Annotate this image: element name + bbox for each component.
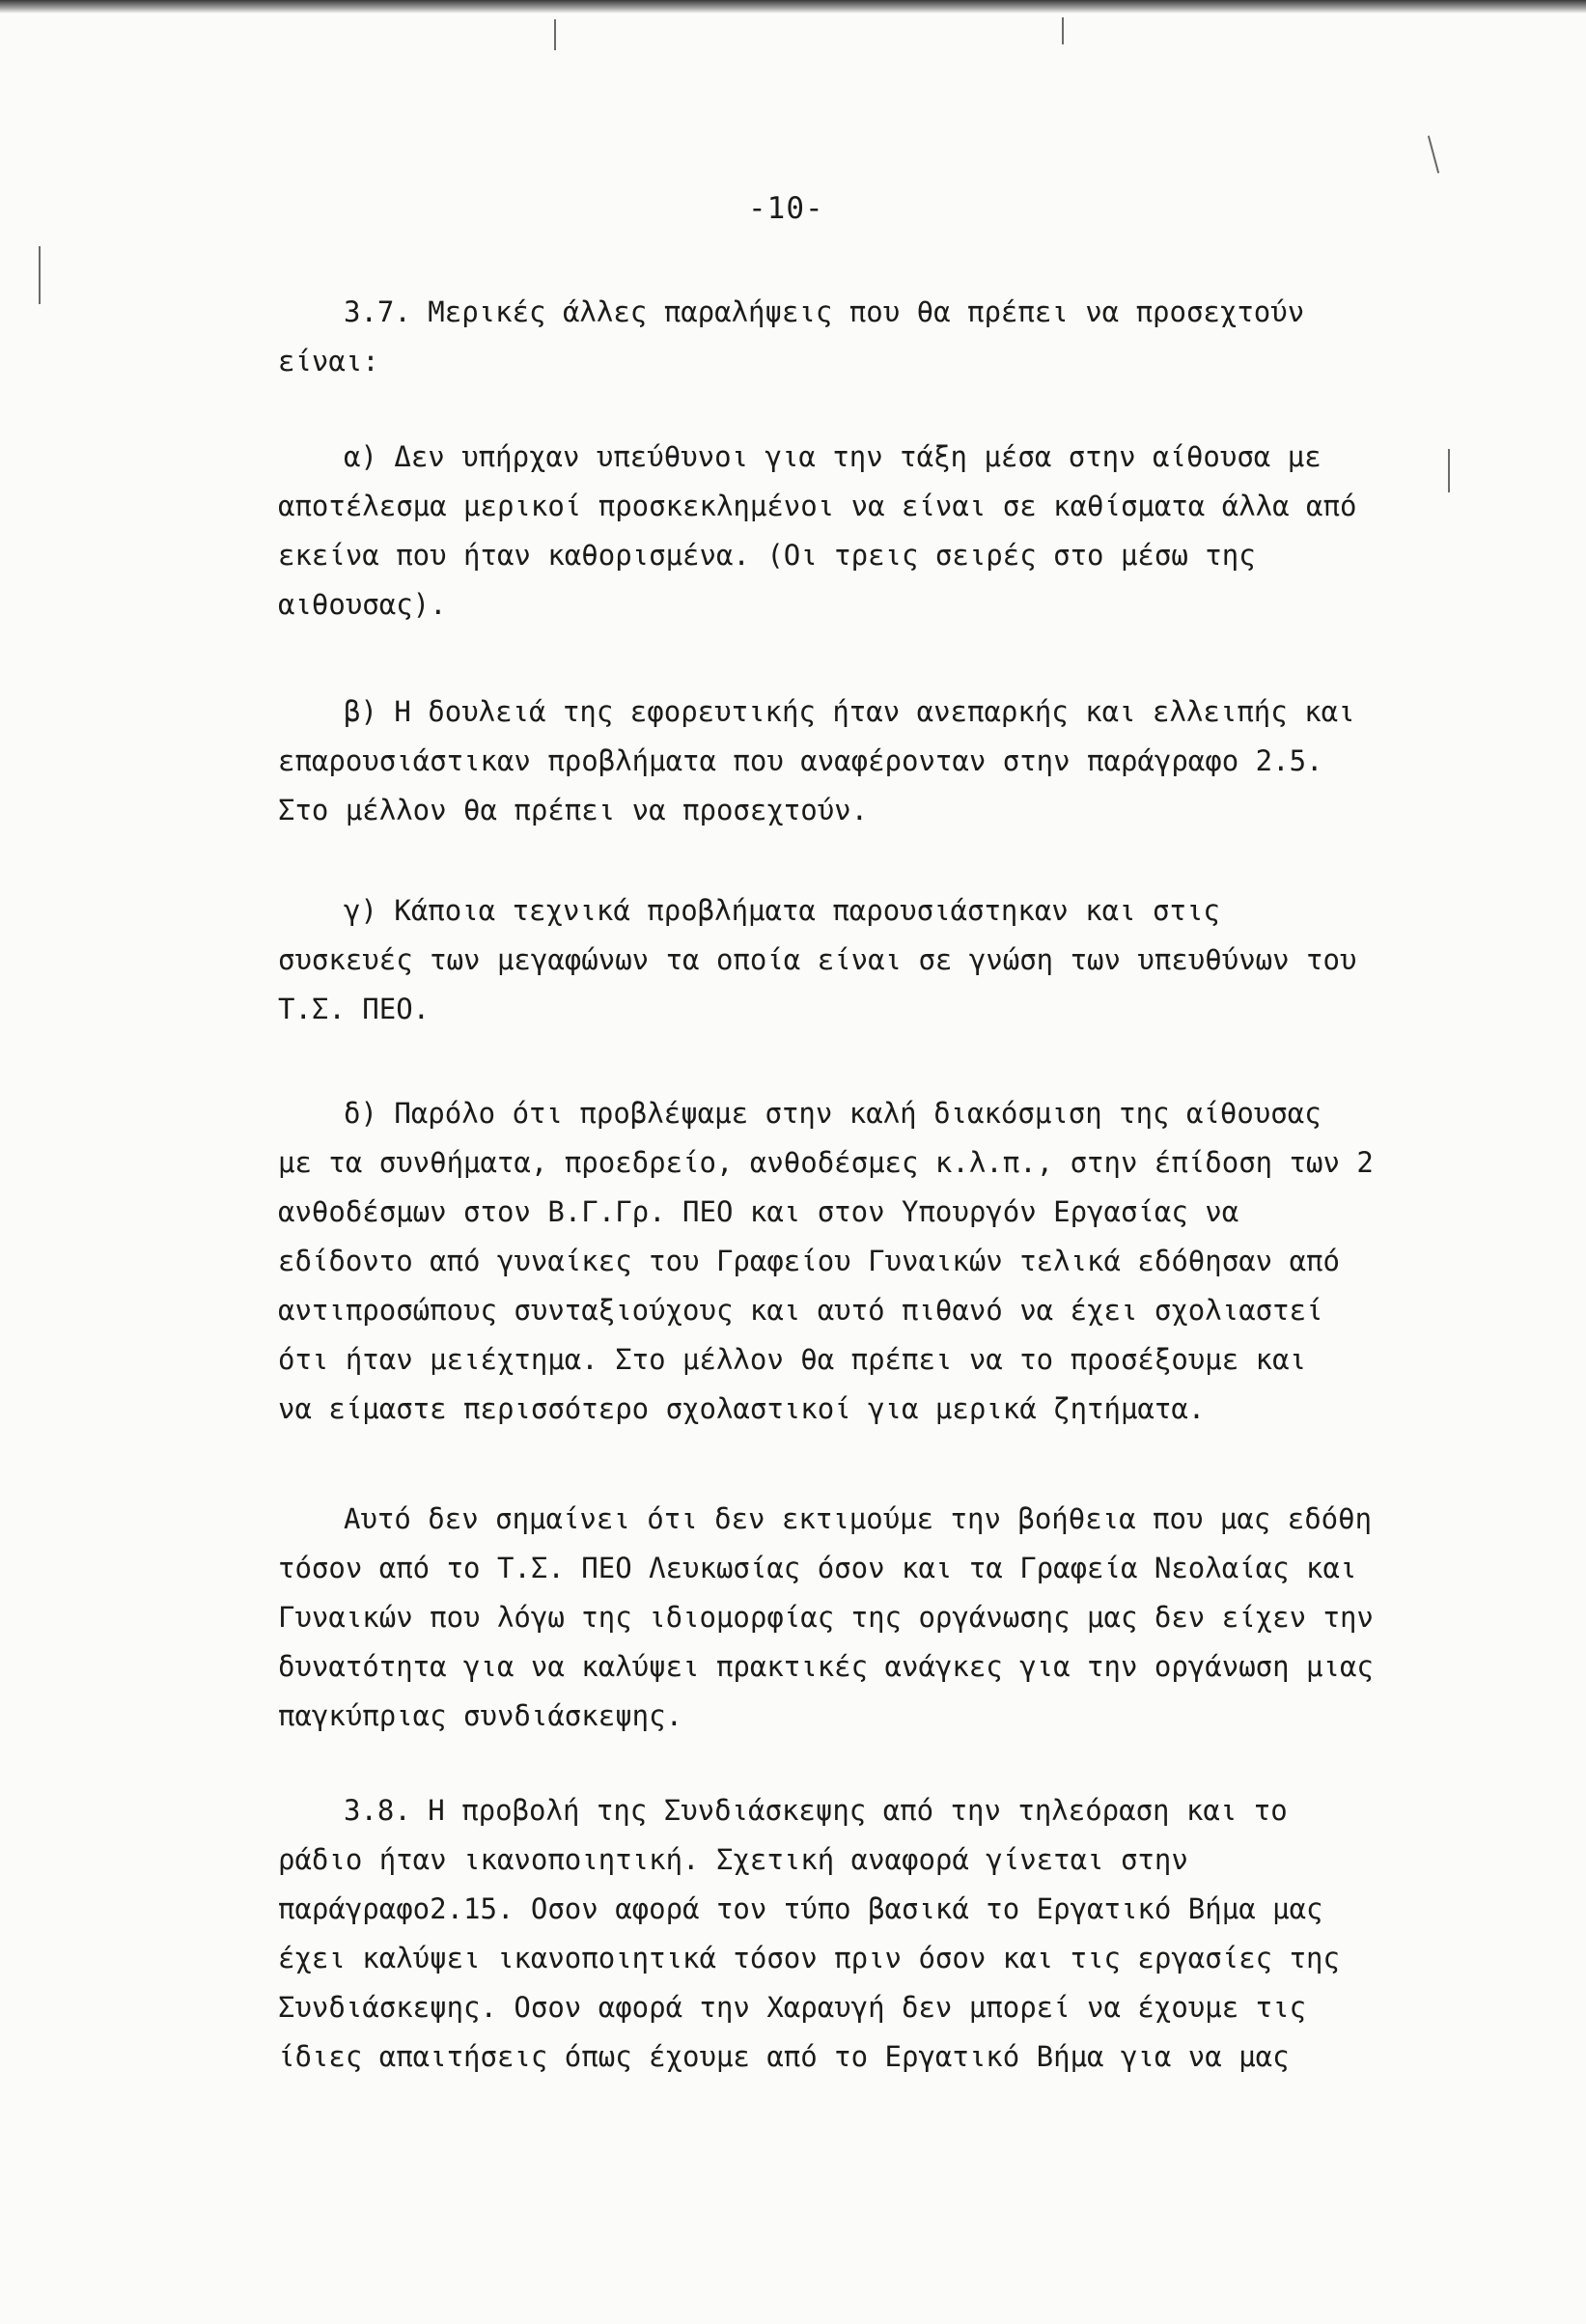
text-line: αντιπροσώπους συνταξιούχους και αυτό πιθανό να έχει σχολιαστεί <box>278 1294 1323 1327</box>
scan-speck <box>1428 135 1439 173</box>
text-line: δ) Παρόλο ότι προβλέψαμε στην καλή διακόσμιση της αίθουσας <box>344 1097 1322 1130</box>
text-line: έχει καλύψει ικανοποιητικά τόσον πριν όσον και τις εργασίες της <box>278 1942 1340 1974</box>
text-line: β) Η δουλειά της εφορευτικής ήταν ανεπαρκής και ελλειπής και <box>344 695 1355 728</box>
page-number: -10- <box>748 191 824 226</box>
scan-speck <box>39 246 41 304</box>
text-line: με τα συνθήματα, προεδρείο, ανθοδέσμες κ.λ.π., στην έπίδοση των 2 <box>278 1146 1374 1179</box>
scan-edge-artifact <box>0 0 1586 14</box>
text-line: ίδιες απαιτήσεις όπως έχουμε από το Εργατικό Βήμα για να μας <box>278 2040 1290 2073</box>
paragraph-3-8 <box>278 1786 1340 2082</box>
text-line: 3.8. Η προβολή της Συνδιάσκεψης από την τηλεόραση και το <box>344 1794 1288 1827</box>
text-line: α) Δεν υπήρχαν υπεύθυνοι για την τάξη μέσα στην αίθουσα με <box>344 440 1322 473</box>
scan-speck <box>1062 17 1064 44</box>
text-line: επαρουσιάστικαν προβλήματα που αναφέρονταν στην παράγραφο 2.5. <box>278 744 1323 777</box>
paragraph-a <box>278 433 1357 630</box>
text-line: παράγραφο2.15. Οσον αφορά τον τύπο βασικά το Εργατικό Βήμα μας <box>278 1892 1323 1925</box>
paragraph-d <box>278 1089 1374 1434</box>
text-line: συσκευές των μεγαφώνων τα οποία είναι σε γνώση των υπευθύνων του <box>278 943 1357 976</box>
scan-speck <box>554 19 556 50</box>
text-line: να είμαστε περισσότερο σχολαστικοί για μερικά ζητήματα. <box>278 1392 1206 1425</box>
text-line: εκείνα που ήταν καθορισμένα. (Οι τρεις σειρές στο μέσω της <box>278 539 1256 572</box>
text-line: Αυτό δεν σημαίνει ότι δεν εκτιμούμε την βοήθεια που μας εδόθη <box>344 1502 1373 1535</box>
text-line: Στο μέλλον θα πρέπει να προσεχτούν. <box>278 794 869 826</box>
text-line: αιθουσας). <box>278 588 447 621</box>
scan-speck <box>1448 449 1450 492</box>
text-line: παγκύπριας συνδιάσκεψης. <box>278 1699 683 1732</box>
text-line: γ) Κάποια τεχνικά προβλήματα παρουσιάστηκαν και στις <box>344 894 1220 927</box>
text-line: Συνδιάσκεψης. Οσον αφορά την Χαραυγή δεν μπορεί να έχουμε τις <box>278 1991 1307 2024</box>
text-line: εδίδοντο από γυναίκες του Γραφείου Γυναικών τελικά εδόθησαν από <box>278 1245 1340 1277</box>
text-line: Τ.Σ. ΠΕΟ. <box>278 993 431 1025</box>
text-line: Γυναικών που λόγω της ιδιομορφίας της οργάνωσης μας δεν είχεν την <box>278 1601 1374 1634</box>
text-line: αποτέλεσμα μερικοί προσκεκλημένοι να είναι σε καθίσματα άλλα από <box>278 490 1357 522</box>
text-line: ράδιο ήταν ικανοποιητική. Σχετική αναφορά γίνεται στην <box>278 1843 1188 1876</box>
paragraph-b <box>278 687 1355 835</box>
text-line: είναι: <box>278 345 379 378</box>
text-line: δυνατότητα για να καλύψει πρακτικές ανάγκες για την οργάνωση μιας <box>278 1650 1374 1683</box>
text-line: τόσον από το Τ.Σ. ΠΕΟ Λευκωσίας όσον και τα Γραφεία Νεολαίας και <box>278 1552 1357 1584</box>
paragraph-acknowledgement <box>278 1495 1374 1741</box>
text-line: 3.7. Μερικές άλλες παραλήψεις που θα πρέπει να προσεχτούν <box>344 295 1305 328</box>
paragraph-3-7 <box>278 288 1340 386</box>
text-line: ανθοδέσμων στον Β.Γ.Γρ. ΠΕΟ και στον Υπουργόν Εργασίας να <box>278 1195 1239 1228</box>
text-line: ότι ήταν μειέχτημα. Στο μέλλον θα πρέπει να το προσέξουμε και <box>278 1343 1307 1376</box>
paragraph-c <box>278 886 1357 1034</box>
